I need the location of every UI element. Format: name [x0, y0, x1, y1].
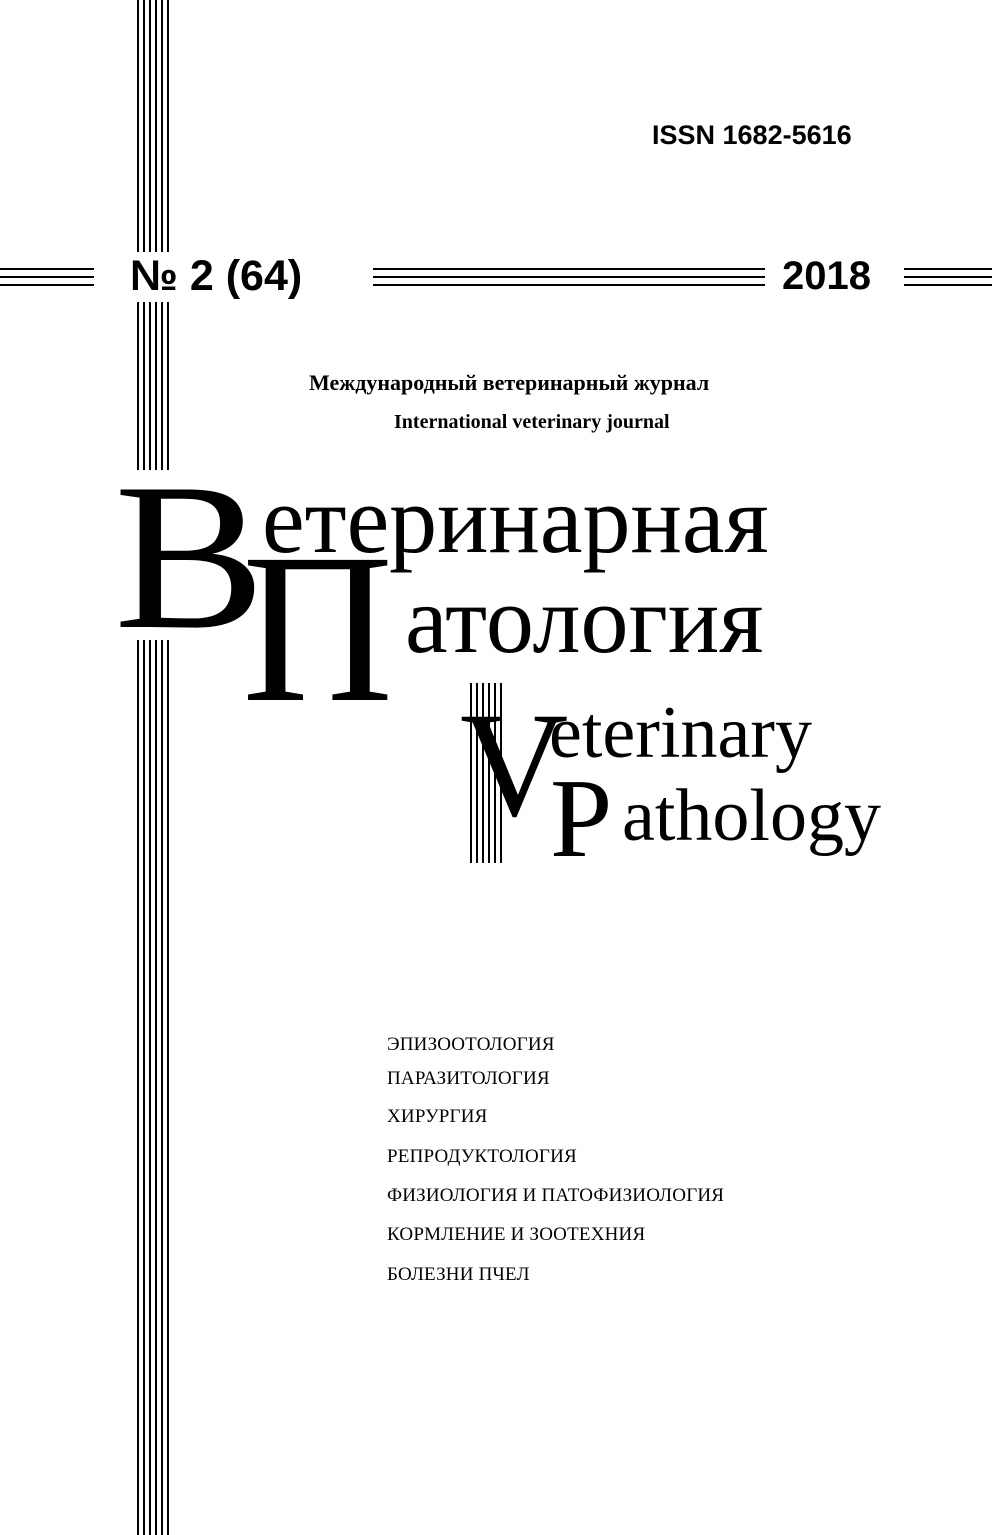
rubric-item: ФИЗИОЛОГИЯ И ПАТОФИЗИОЛОГИЯ: [387, 1185, 725, 1206]
rubric-item: РЕПРОДУКТОЛОГИЯ: [387, 1146, 577, 1167]
subtitle-english: International veterinary journal: [394, 411, 670, 433]
title-ru-line1-rest: етеринарная: [262, 466, 769, 573]
rubric-item: БОЛЕЗНИ ПЧЕЛ: [387, 1264, 530, 1285]
title-ru-line2-rest: атология: [405, 566, 764, 673]
title-en-initial-v: V: [460, 682, 569, 848]
title-ru-initial-v: В: [114, 441, 266, 673]
rubric-item: ЭПИЗООТОЛОГИЯ: [387, 1034, 555, 1055]
subtitle-russian: Международный ветеринарный журнал: [309, 370, 710, 395]
issn: ISSN 1682-5616: [652, 120, 852, 150]
title-en-line2-rest: athology: [622, 775, 881, 857]
rubric-item: ПАРАЗИТОЛОГИЯ: [387, 1068, 550, 1089]
issue-number: № 2 (64): [130, 252, 306, 301]
rubric-item: ХИРУРГИЯ: [387, 1106, 488, 1127]
title-en-initial-p: P: [550, 757, 613, 881]
title-en-line1-rest: eterinary: [549, 692, 812, 774]
year: 2018: [782, 254, 871, 298]
title-ru-initial-p: П: [242, 510, 394, 747]
rubric-item: КОРМЛЕНИЕ И ЗООТЕХНИЯ: [387, 1224, 646, 1245]
